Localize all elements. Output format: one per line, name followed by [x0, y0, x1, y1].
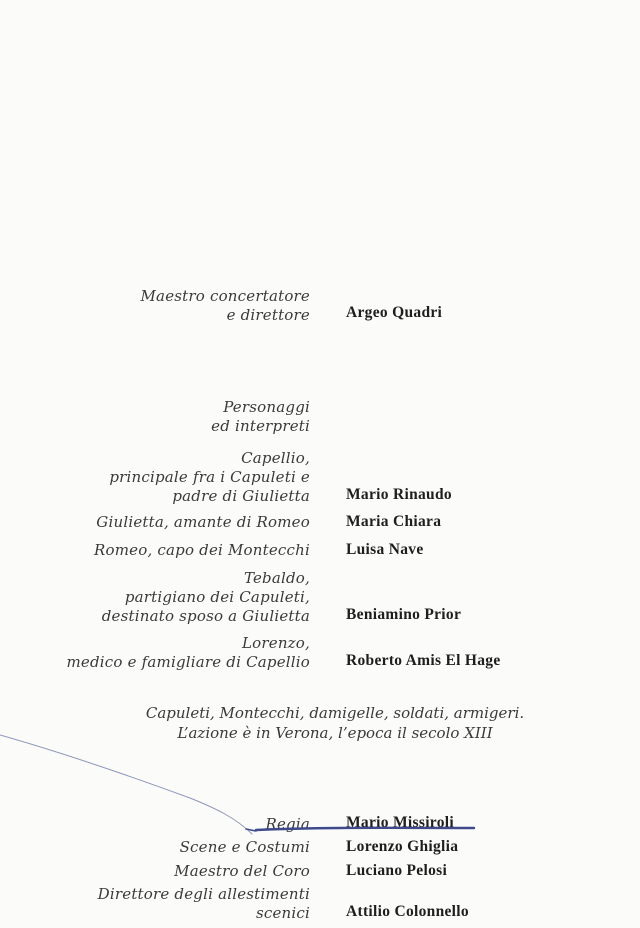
production-name-allestimenti: Attilio Colonnello — [346, 903, 469, 920]
production-role-regia: Regia — [265, 815, 310, 833]
cast-role-giulietta: Giulietta, amante di Romeo — [96, 513, 310, 531]
production-name-coro: Luciano Pelosi — [346, 862, 448, 879]
cast-role-tebaldo: Tebaldo, partigiano dei Capuleti, destinato sposo a Giulietta — [101, 569, 310, 625]
cast-name-lorenzo: Roberto Amis El Hage — [346, 652, 501, 669]
cast-role-romeo: Romeo, capo dei Montecchi — [94, 541, 310, 559]
pen-underline-tail — [246, 829, 256, 831]
pen-underline — [256, 828, 474, 830]
production-role-allestimenti: Direttore degli allestimenti scenici — [97, 885, 310, 922]
production-role-scene: Scene e Costumi — [179, 838, 310, 856]
cast-name-capellio: Mario Rinaudo — [346, 486, 452, 503]
cast-heading: Personaggi ed interpreti — [211, 398, 310, 435]
cast-role-capellio: Capellio, principale fra i Capuleti e padre di Giulietta — [109, 449, 310, 505]
chorus-line: Capuleti, Montecchi, damigelle, soldati, armigeri. — [145, 704, 525, 722]
conductor-name: Argeo Quadri — [346, 304, 443, 321]
conductor-role: Maestro concertatore e direttore — [140, 287, 310, 324]
pen-stray-line — [0, 735, 252, 834]
production-name-regia: Mario Missiroli — [346, 814, 454, 831]
production-role-coro: Maestro del Coro — [174, 862, 310, 880]
cast-name-romeo: Luisa Nave — [346, 541, 424, 558]
production-name-scene: Lorenzo Ghiglia — [346, 838, 459, 855]
setting-line: L’azione è in Verona, l’epoca il secolo XIII — [177, 724, 493, 742]
cast-name-giulietta: Maria Chiara — [346, 513, 442, 530]
cast-role-lorenzo: Lorenzo, medico e famigliare di Capellio — [66, 634, 310, 671]
cast-name-tebaldo: Beniamino Prior — [346, 606, 462, 623]
